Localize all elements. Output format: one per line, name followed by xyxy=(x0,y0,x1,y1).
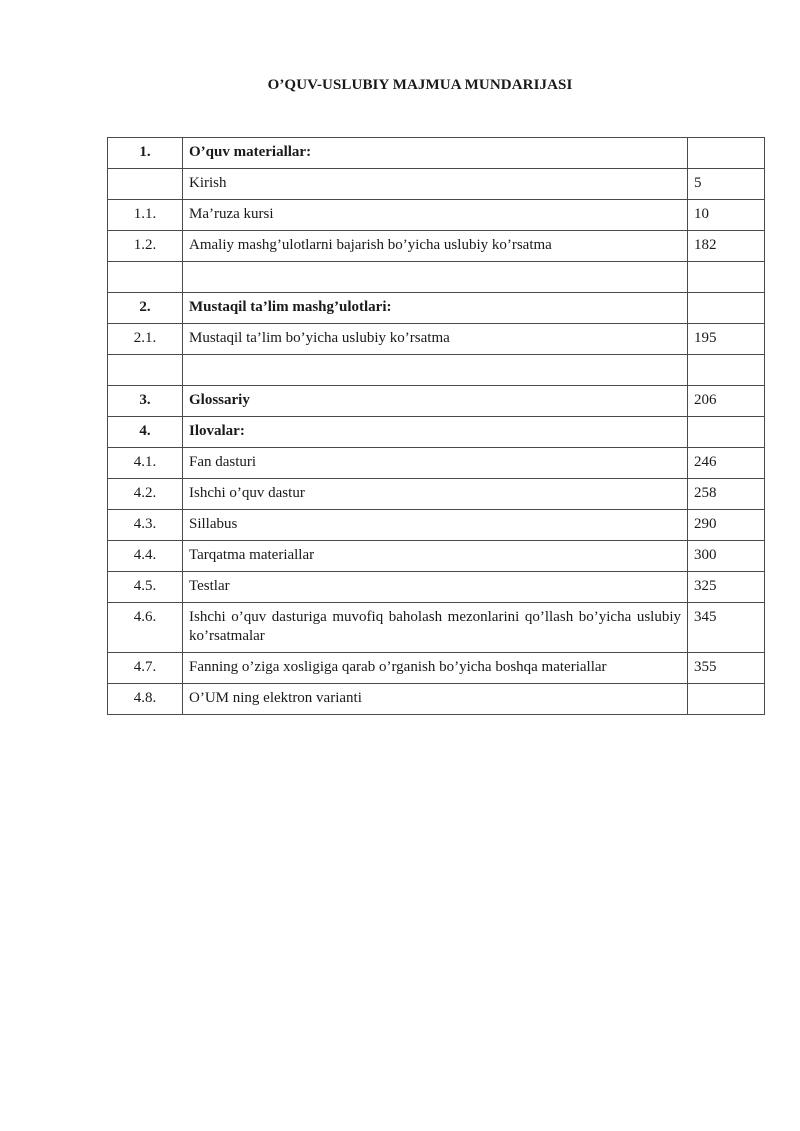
table-row xyxy=(108,355,765,386)
toc-item-title: Ishchi o’quv dastur xyxy=(183,479,688,510)
toc-item-number: 2.1. xyxy=(108,324,183,355)
toc-item-title xyxy=(183,262,688,293)
toc-item-page: 10 xyxy=(688,200,765,231)
toc-item-page: 325 xyxy=(688,572,765,603)
page-title: O’QUV-USLUBIY MAJMUA MUNDARIJASI xyxy=(267,77,573,93)
toc-item-number: 4.2. xyxy=(108,479,183,510)
toc-item-number: 4.1. xyxy=(108,448,183,479)
table-row xyxy=(108,541,765,572)
table-row xyxy=(108,200,765,231)
table-row xyxy=(108,231,765,262)
table-row xyxy=(108,386,765,417)
toc-item-title: Mustaqil ta’lim mashg’ulotlari: xyxy=(183,293,688,324)
table-row xyxy=(108,324,765,355)
toc-item-number: 4.5. xyxy=(108,572,183,603)
toc-item-number xyxy=(108,262,183,293)
toc-item-title: Ilovalar: xyxy=(183,417,688,448)
table-row xyxy=(108,653,765,684)
table-row xyxy=(108,262,765,293)
table-row xyxy=(108,684,765,715)
toc-item-number: 1.1. xyxy=(108,200,183,231)
toc-item-number xyxy=(108,169,183,200)
toc-item-page: 300 xyxy=(688,541,765,572)
toc-item-title: Ishchi o’quv dasturiga muvofiq baholash mezonlarini qo’llash bo’yicha uslubiy ko’rsatmalar xyxy=(183,603,688,653)
table-row xyxy=(108,510,765,541)
table-row xyxy=(108,169,765,200)
toc-item-number: 1. xyxy=(108,138,183,169)
toc-item-page: 5 xyxy=(688,169,765,200)
toc-item-title xyxy=(183,355,688,386)
toc-item-page xyxy=(688,138,765,169)
toc-item-title: O’quv materiallar: xyxy=(183,138,688,169)
toc-item-page: 345 xyxy=(688,603,765,653)
toc-item-number: 4.6. xyxy=(108,603,183,653)
toc-item-page: 182 xyxy=(688,231,765,262)
toc-item-title: Mustaqil ta’lim bo’yicha uslubiy ko’rsatma xyxy=(183,324,688,355)
toc-item-page: 246 xyxy=(688,448,765,479)
toc-item-title: Kirish xyxy=(183,169,688,200)
toc-item-number: 3. xyxy=(108,386,183,417)
toc-item-page xyxy=(688,417,765,448)
toc-item-title: Fan dasturi xyxy=(183,448,688,479)
table-row xyxy=(108,417,765,448)
toc-item-title: Fanning o’ziga xosligiga qarab o’rganish bo’yicha boshqa materiallar xyxy=(183,653,688,684)
toc-item-title: O’UM ning elektron varianti xyxy=(183,684,688,715)
toc-item-number: 4.8. xyxy=(108,684,183,715)
toc-item-number: 4. xyxy=(108,417,183,448)
toc-body xyxy=(108,138,765,715)
toc-item-title: Ma’ruza kursi xyxy=(183,200,688,231)
toc-item-page: 355 xyxy=(688,653,765,684)
toc-item-number: 4.3. xyxy=(108,510,183,541)
table-row xyxy=(108,293,765,324)
toc-item-title: Sillabus xyxy=(183,510,688,541)
toc-item-number: 4.7. xyxy=(108,653,183,684)
table-row xyxy=(108,138,765,169)
toc-item-page xyxy=(688,262,765,293)
toc-item-page: 206 xyxy=(688,386,765,417)
table-row xyxy=(108,572,765,603)
toc-item-page: 258 xyxy=(688,479,765,510)
table-row xyxy=(108,603,765,653)
toc-item-number: 4.4. xyxy=(108,541,183,572)
toc-item-page: 290 xyxy=(688,510,765,541)
toc-item-number: 2. xyxy=(108,293,183,324)
toc-item-page xyxy=(688,684,765,715)
toc-item-title: Glossariy xyxy=(183,386,688,417)
table-row xyxy=(108,479,765,510)
toc-item-number: 1.2. xyxy=(108,231,183,262)
toc-item-page xyxy=(688,293,765,324)
toc-item-page: 195 xyxy=(688,324,765,355)
toc-item-title: Amaliy mashg’ulotlarni bajarish bo’yicha uslubiy ko’rsatma xyxy=(183,231,688,262)
toc-item-title: Tarqatma materiallar xyxy=(183,541,688,572)
table-of-contents xyxy=(107,137,765,715)
toc-item-title: Testlar xyxy=(183,572,688,603)
table-row xyxy=(108,448,765,479)
toc-item-number xyxy=(108,355,183,386)
toc-item-page xyxy=(688,355,765,386)
